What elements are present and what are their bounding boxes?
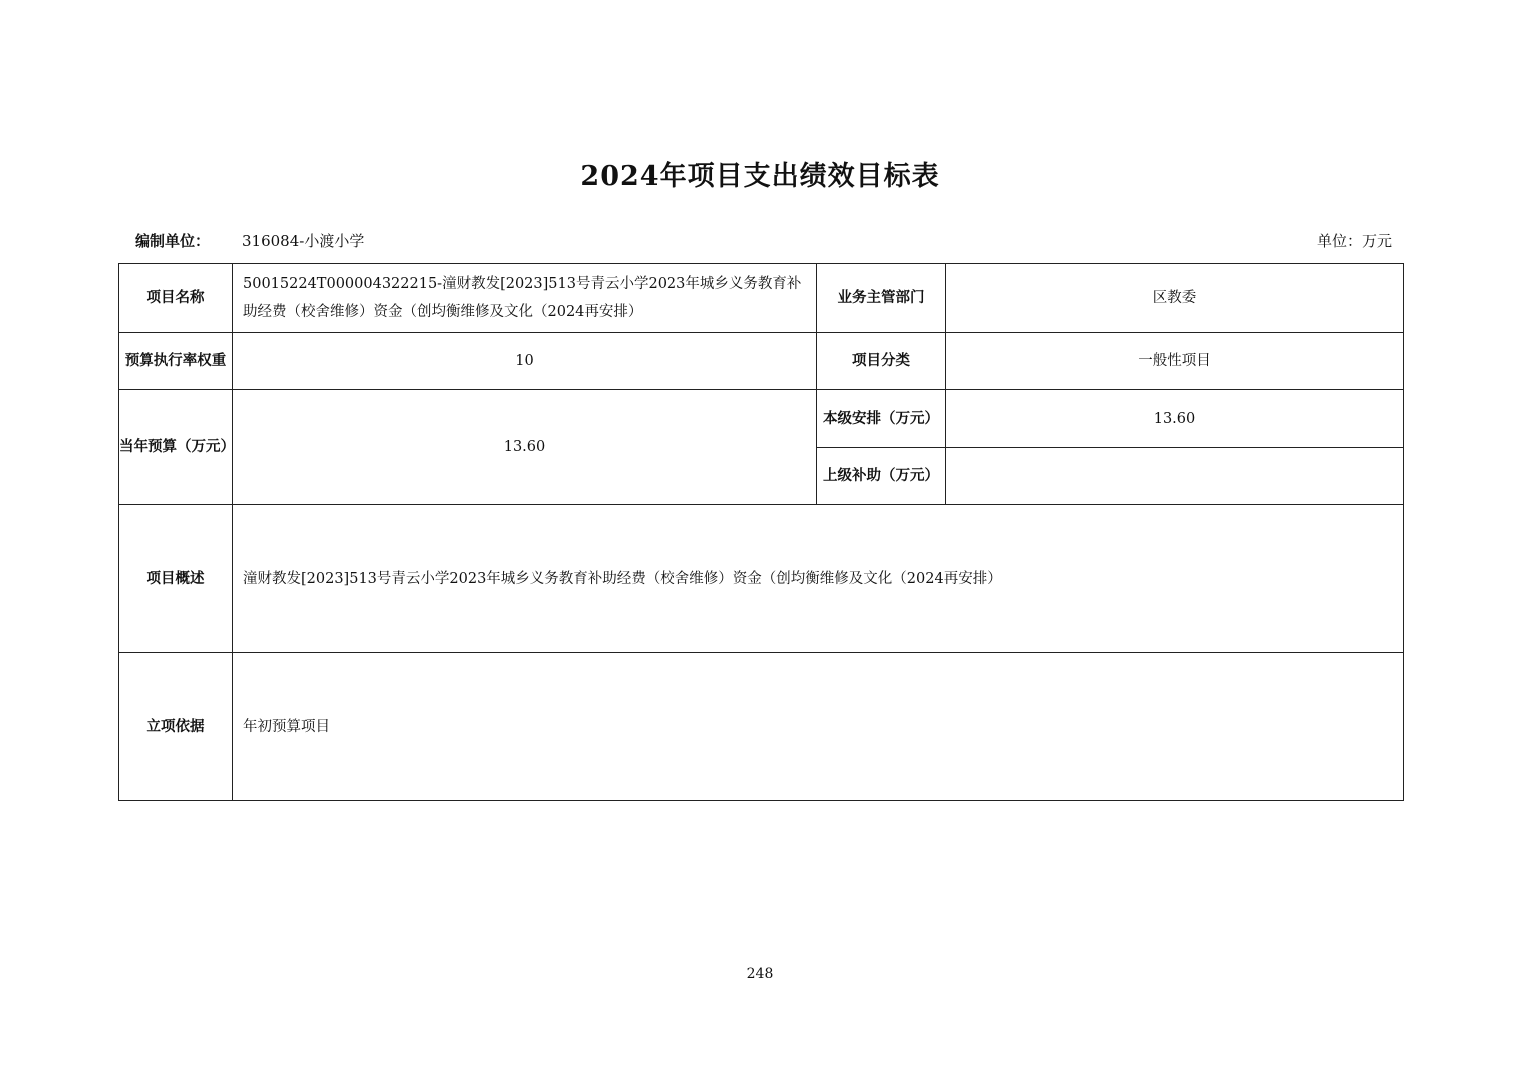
department-label: 业务主管部门 xyxy=(817,264,946,333)
overview-label: 项目概述 xyxy=(119,505,233,653)
category-label: 项目分类 xyxy=(817,333,946,390)
page-title: 2024年项目支出绩效目标表 xyxy=(580,161,940,192)
currency-unit: 单位：万元 xyxy=(1316,232,1392,250)
basis-label: 立项依据 xyxy=(119,653,233,801)
execution-rate-value: 10 xyxy=(233,333,817,390)
table-row-overview xyxy=(119,505,1404,653)
category-value: 一般性项目 xyxy=(946,333,1404,390)
execution-rate-label: 预算执行率权重 xyxy=(119,333,233,390)
table-row-budget xyxy=(119,390,1404,448)
department-value: 区教委 xyxy=(946,264,1404,333)
org-unit-value: 316084-小渡小学 xyxy=(242,232,365,250)
table-row-execution-rate xyxy=(119,333,1404,390)
local-arrangement-label: 本级安排（万元） xyxy=(817,390,946,448)
budget-value: 13.60 xyxy=(233,390,817,505)
project-name-label: 项目名称 xyxy=(119,264,233,333)
performance-target-table xyxy=(118,263,1404,801)
table-row-basis xyxy=(119,653,1404,801)
page-number: 248 xyxy=(746,966,774,982)
basis-value: 年初预算项目 xyxy=(233,653,1404,801)
project-name-value: 50015224T000004322215-潼财教发[2023]513号青云小学2023年城乡义务教育补助经费（校舍维修）资金（创均衡维修及文化（2024再安排） xyxy=(233,264,817,333)
budget-label: 当年预算（万元） xyxy=(119,390,233,505)
upper-subsidy-value xyxy=(946,448,1404,505)
overview-value: 潼财教发[2023]513号青云小学2023年城乡义务教育补助经费（校舍维修）资金（创均衡维修及文化（2024再安排） xyxy=(233,505,1404,653)
table-row-project-name xyxy=(119,264,1404,333)
upper-subsidy-label: 上级补助（万元） xyxy=(817,448,946,505)
local-arrangement-value: 13.60 xyxy=(946,390,1404,448)
org-unit-label: 编制单位： xyxy=(135,232,211,250)
